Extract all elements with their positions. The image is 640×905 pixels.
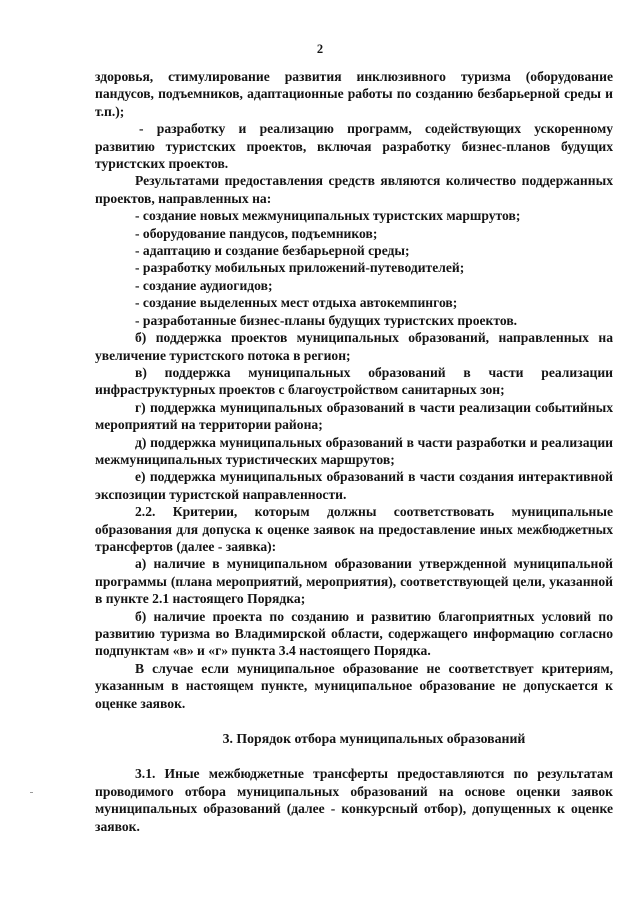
list-item: - разработку мобильных приложений-путеводителей;: [135, 260, 465, 276]
results-list: [95, 207, 613, 329]
paragraph-3-1: 3.1. Иные межбюджетные трансферты предоставляются по результатам проводимого отбора муниципальных образований на основе оценки заявок муниципальных образований (далее - конкурсный отбор), допущенных к оценке заявок.: [95, 766, 613, 834]
list-item: - оборудование пандусов, подъемников;: [135, 225, 378, 241]
criteria-item-a: а) наличие в муниципальном образовании утвержденной муниципальной программы (плана мероприятий, мероприятия), соответствующей цели, указанной в пункте 2.1 настоящего Порядка;: [95, 556, 613, 607]
paragraph-results-intro: Результатами предоставления средств являются количество поддержанных проектов, направленных на:: [95, 173, 613, 206]
support-item-e: е) поддержка муниципальных образований в части создания интерактивной экспозиции туристской направленности.: [95, 469, 613, 502]
criteria-item-b: б) наличие проекта по созданию и развитию благоприятных условий по развитию туризма во Владимирской области, содержащего информацию согласно подпунктам «в» и «г» пункта 3.4 настоящего Порядка.: [95, 608, 613, 659]
support-item-d: д) поддержка муниципальных образований в части разработки и реализации межмуниципальных туристических маршрутов;: [95, 434, 613, 467]
document-body: [95, 68, 613, 835]
support-item-b: б) поддержка проектов муниципальных образований, направленных на увеличение туристского потока в регион;: [95, 330, 613, 363]
criteria-intro: 2.2. Критерии, которым должны соответствовать муниципальные образования для допуска к оценке заявок на предоставление иных межбюджетных трансфертов (далее - заявка):: [95, 504, 613, 554]
paragraph-program-development: - разработку и реализацию программ, содействующих ускоренному развитию туристских проектов, включая разработку бизнес-планов будущих туристских проектов.: [95, 121, 613, 172]
list-item: - создание новых межмуниципальных туристских маршрутов;: [135, 208, 521, 224]
criteria-closing: В случае если муниципальное образование не соответствует критериям, указанным в настоящем пункте, муниципальное образование не допускается к оценке заявок.: [95, 660, 613, 711]
section-heading: 3. Порядок отбора муниципальных образований: [222, 731, 526, 747]
support-item-g: г) поддержка муниципальных образований в части реализации событийных мероприятий на территории района;: [95, 399, 613, 433]
support-item-v: в) поддержка муниципальных образований в части реализации инфраструктурных проектов с благоустройством санитарных зон;: [95, 364, 613, 398]
margin-mark: [30, 792, 33, 793]
page-number: 2: [316, 42, 324, 56]
paragraph-inclusive-tourism: здоровья, стимулирование развития инклюзивного туризма (оборудование пандусов, подъемников, адаптационные работы по созданию безбарьерной среды и т.п.);: [95, 69, 613, 119]
list-item: - создание выделенных мест отдыха автокемпингов;: [135, 295, 458, 311]
list-item: - адаптацию и создание безбарьерной среды;: [135, 243, 410, 259]
list-item: - создание аудиогидов;: [135, 277, 273, 293]
list-item: - разработанные бизнес-планы будущих туристских проектов.: [135, 312, 518, 328]
